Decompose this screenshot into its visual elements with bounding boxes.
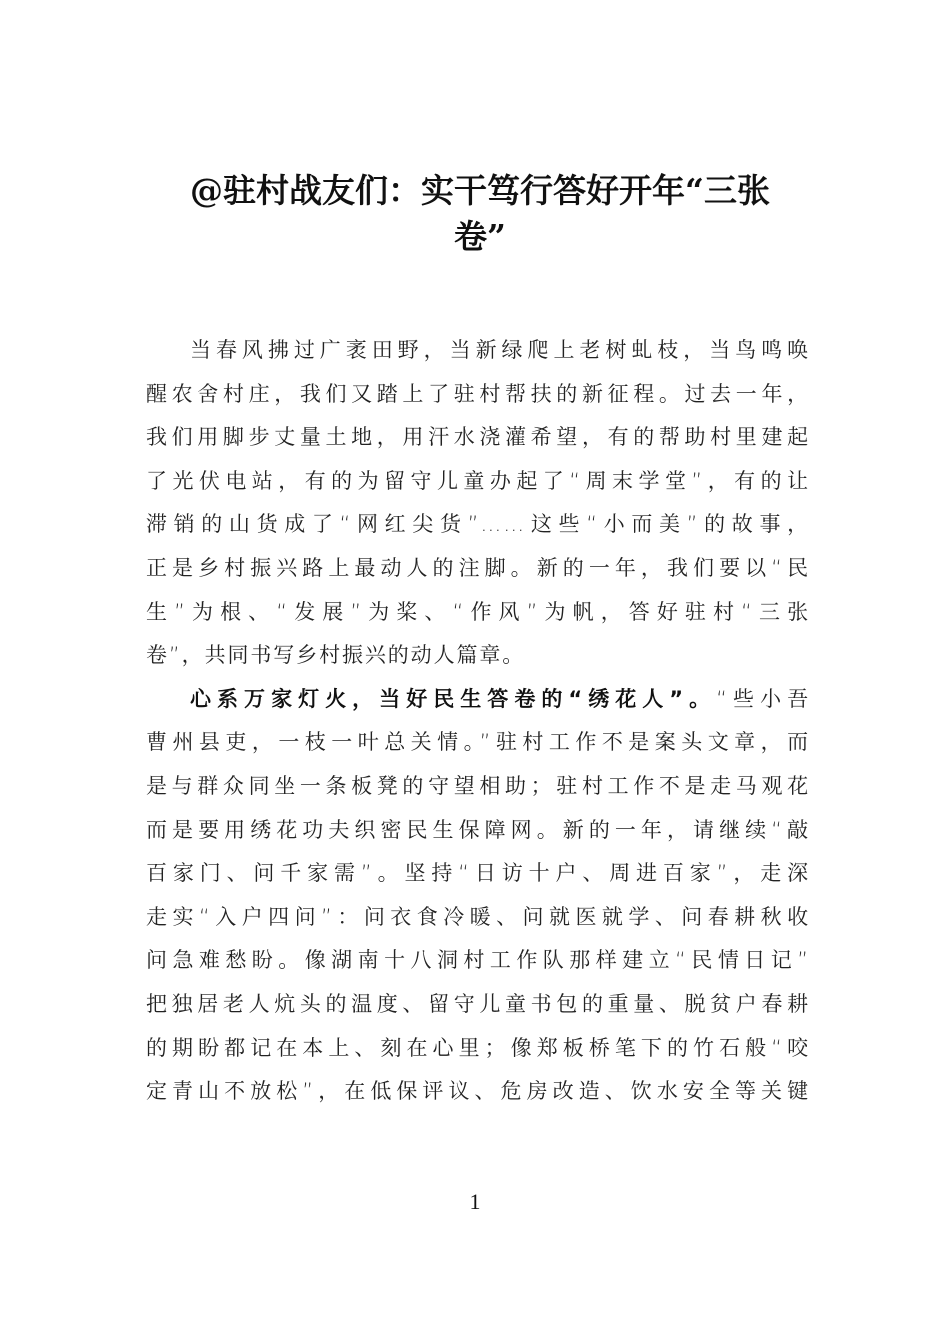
title-line-2: 卷” [454,217,506,256]
section-heading: 心系万家灯火，当好民生答卷的“绣花人”。 [190,686,717,711]
page-number: 1 [469,1189,481,1214]
text-line: 我们用脚步丈量土地，用汗水浇灌希望，有的帮助村里建起 [146,425,810,450]
paragraph-livelihood [146,678,810,1114]
title-line-1: @驻村战友们：实干笃行答好开年“三张 [190,171,770,210]
text-line: 百家门、问千家需”。坚持“日访十户、周进百家”，走深 [146,861,810,886]
quote-start: “些小吾 [716,686,810,711]
text-line: 卷”，共同书写乡村振兴的动人篇章。 [146,643,526,668]
text-line: 滞销的山货成了“网红尖货”……这些“小而美”的故事， [146,512,810,537]
text-line: 走实“入户四问”：问衣食冷暖、问就医就学、问春耕秋收 [146,904,810,929]
text-line: 问急难愁盼。像湖南十八洞村工作队那样建立“民情日记” [146,948,810,973]
document-title [140,168,820,260]
text-line: 当春风拂过广袤田野，当新绿爬上老树虬枝，当鸟鸣唤 [190,338,810,362]
text-line: 了光伏电站，有的为留守儿童办起了“周末学堂”，有的让 [146,468,810,493]
text-line: 的期盼都记在本上、刻在心里；像郑板桥笔下的竹石般“咬 [146,1035,810,1060]
text-line: 而是要用绣花功夫织密民生保障网。新的一年，请继续“敲 [146,817,810,842]
text-line: 醒农舍村庄，我们又踏上了驻村帮扶的新征程。过去一年， [146,381,810,406]
text-line: 曹州县吏，一枝一叶总关情。”驻村工作不是案头文章，而 [146,730,810,755]
paragraph-intro [146,329,810,678]
text-line: 定青山不放松”，在低保评议、危房改造、饮水安全等关键 [146,1079,810,1104]
text-line: 正是乡村振兴路上最动人的注脚。新的一年，我们要以“民 [146,555,810,580]
document-body [146,329,810,1114]
text-line: 是与群众同坐一条板凳的守望相助；驻村工作不是走马观花 [146,773,810,798]
text-line [146,678,810,722]
text-line: 把独居老人炕头的温度、留守儿童书包的重量、脱贫户春耕 [146,991,810,1016]
text-line: 生”为根、“发展”为桨、“作风”为帆，答好驻村“三张 [146,599,810,624]
